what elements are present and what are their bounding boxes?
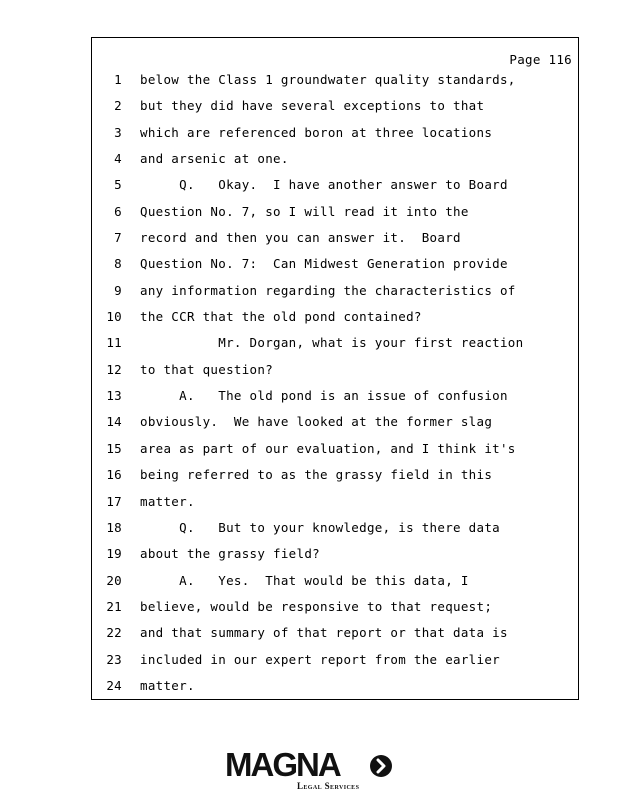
line-text: any information regarding the characteristics of (140, 282, 516, 298)
line-number: 8 (114, 256, 122, 272)
transcript-line (92, 441, 578, 467)
transcript-line (92, 125, 578, 151)
transcript-line (92, 151, 578, 177)
transcript-line (92, 414, 578, 440)
transcript-lines (92, 72, 578, 704)
line-number: 4 (114, 151, 122, 167)
line-number: 21 (106, 598, 122, 614)
line-text: Mr. Dorgan, what is your first reaction (140, 335, 524, 351)
transcript-line (92, 546, 578, 572)
line-number: 24 (106, 677, 122, 693)
line-number: 15 (106, 440, 122, 456)
line-number: 20 (106, 572, 122, 588)
transcript-line (92, 256, 578, 282)
line-number: 5 (114, 177, 122, 193)
transcript-line (92, 520, 578, 546)
transcript-line (92, 309, 578, 335)
line-text: below the Class 1 groundwater quality standards, (140, 72, 516, 87)
line-text: obviously. We have looked at the former slag (140, 414, 493, 430)
line-number: 13 (106, 388, 122, 404)
transcript-line (92, 652, 578, 678)
line-text: which are referenced boron at three locations (140, 124, 493, 140)
line-number: 6 (114, 203, 122, 219)
line-number: 3 (114, 124, 122, 140)
line-number: 12 (106, 361, 122, 377)
line-text: the CCR that the old pond contained? (140, 309, 422, 325)
line-text: matter. (140, 677, 195, 693)
line-text: area as part of our evaluation, and I think it's (140, 440, 516, 456)
line-number: 7 (114, 230, 122, 246)
transcript-line (92, 230, 578, 256)
line-number: 16 (106, 467, 122, 483)
line-text: Question No. 7: Can Midwest Generation provide (140, 256, 508, 272)
line-text: and arsenic at one. (140, 151, 289, 167)
transcript-line (92, 625, 578, 651)
magna-logo (225, 747, 400, 792)
line-text: believe, would be responsive to that request; (140, 598, 493, 614)
logo-subtext: Legal Services (297, 781, 360, 791)
line-text: record and then you can answer it. Board (140, 230, 461, 246)
line-text: and that summary of that report or that data is (140, 625, 508, 641)
line-number: 18 (106, 519, 122, 535)
line-number: 10 (106, 309, 122, 325)
line-text: A. Yes. That would be this data, I (140, 572, 469, 588)
line-number: 9 (114, 282, 122, 298)
line-text: included in our expert report from the earlier (140, 651, 500, 667)
line-text: Question No. 7, so I will read it into the (140, 203, 469, 219)
line-number: 23 (106, 651, 122, 667)
line-number: 22 (106, 625, 122, 641)
transcript-line (92, 362, 578, 388)
line-number: 19 (106, 546, 122, 562)
transcript-line (92, 177, 578, 203)
line-text: to that question? (140, 361, 274, 377)
transcript-line (92, 335, 578, 361)
line-text: being referred to as the grassy field in this (140, 467, 493, 483)
line-number: 2 (114, 98, 122, 114)
transcript-line (92, 467, 578, 493)
transcript-line (92, 72, 578, 98)
transcript-line (92, 573, 578, 599)
line-text: matter. (140, 493, 195, 509)
line-text: Q. Okay. I have another answer to Board (140, 177, 508, 193)
line-text: A. The old pond is an issue of confusion (140, 388, 508, 404)
chevron-circle-icon (369, 754, 393, 778)
line-number: 11 (106, 335, 122, 351)
line-number: 14 (106, 414, 122, 430)
transcript-line (92, 599, 578, 625)
page-number: Page 116 (509, 52, 572, 67)
transcript-page (91, 37, 579, 700)
logo-wordmark: MAGNA (225, 746, 340, 783)
transcript-line (92, 494, 578, 520)
transcript-line (92, 388, 578, 414)
line-text: but they did have several exceptions to that (140, 98, 485, 114)
line-text: about the grassy field? (140, 546, 320, 562)
line-text: Q. But to your knowledge, is there data (140, 519, 500, 535)
transcript-line (92, 204, 578, 230)
transcript-line (92, 678, 578, 704)
transcript-line (92, 283, 578, 309)
line-number: 17 (106, 493, 122, 509)
line-number: 1 (114, 72, 122, 87)
transcript-line (92, 98, 578, 124)
